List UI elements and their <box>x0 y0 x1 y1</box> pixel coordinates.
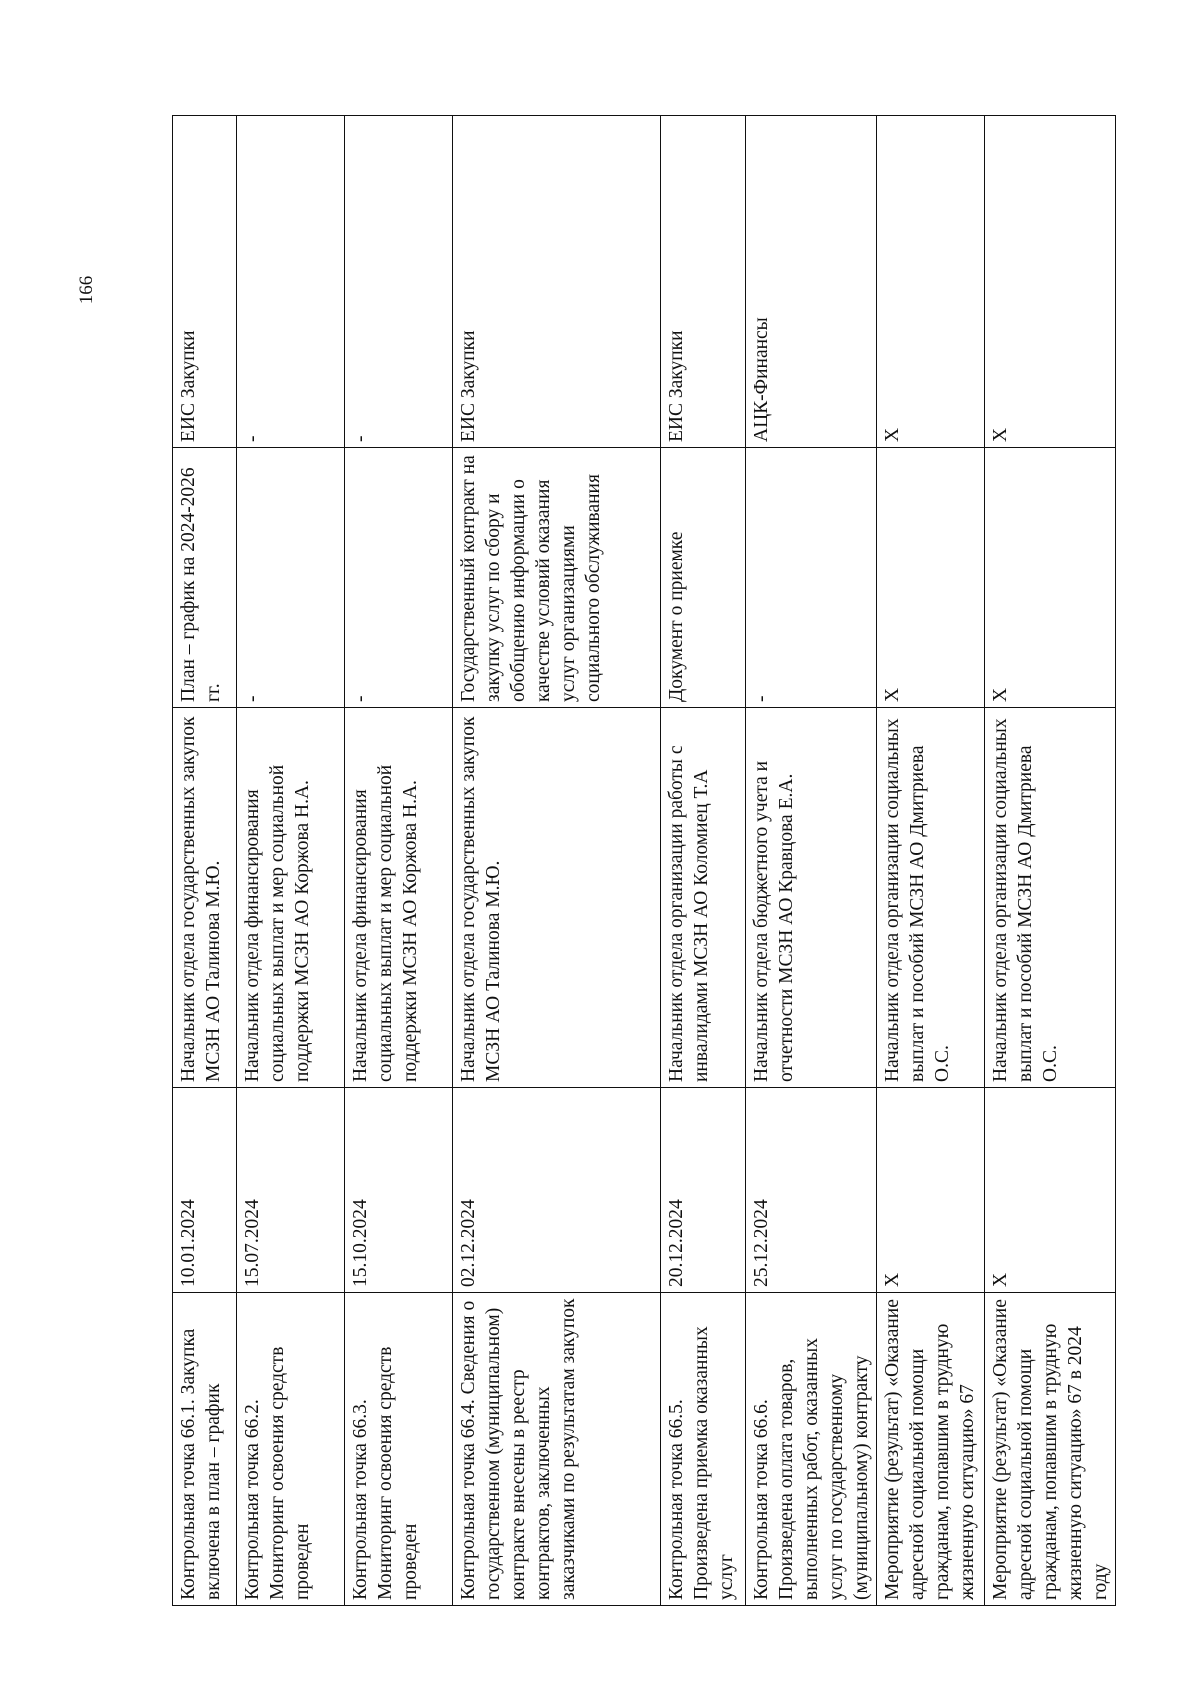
cell-event: Контрольная точка 66.2. Мониторинг освоения средств проведен <box>237 1293 345 1606</box>
cell-responsible: Начальник отдела организации работы с инвалидами МСЗН АО Коломиец Т.А <box>661 708 746 1088</box>
cell-system: ЕИС Закупки <box>173 116 237 448</box>
cell-document: - <box>237 448 345 708</box>
table-row <box>746 116 877 1606</box>
table-row <box>985 116 1116 1606</box>
page-number: 166 <box>76 275 97 305</box>
cell-date: 25.12.2024 <box>746 1088 877 1293</box>
table-row <box>345 116 453 1606</box>
cell-system: - <box>237 116 345 448</box>
cell-responsible: Начальник отдела финансирования социальных выплат и мер социальной поддержки МСЗН АО Коржова Н.А. <box>345 708 453 1088</box>
cell-date: 15.07.2024 <box>237 1088 345 1293</box>
table-row <box>237 116 345 1606</box>
cell-event: Контрольная точка 66.1. Закупка включена в план – график <box>173 1293 237 1606</box>
cell-system: - <box>345 116 453 448</box>
table-row <box>877 116 985 1606</box>
cell-responsible: Начальник отдела организации социальных выплат и пособий МСЗН АО Дмитриева О.С. <box>877 708 985 1088</box>
cell-event: Контрольная точка 66.3. Мониторинг освоения средств проведен <box>345 1293 453 1606</box>
cell-date: 15.10.2024 <box>345 1088 453 1293</box>
cell-document: X <box>877 448 985 708</box>
cell-document: План – график на 2024-2026 гг. <box>173 448 237 708</box>
cell-system: X <box>877 116 985 448</box>
cell-system: ЕИС Закупки <box>453 116 661 448</box>
cell-date: 02.12.2024 <box>453 1088 661 1293</box>
cell-document: - <box>345 448 453 708</box>
cell-document: - <box>746 448 877 708</box>
cell-date: X <box>985 1088 1116 1293</box>
cell-responsible: Начальник отдела государственных закупок МСЗН АО Талинова М.Ю. <box>173 708 237 1088</box>
control-points-table <box>172 115 1116 1606</box>
cell-document: Государственный контракт на закупку услуг по сбору и обобщению информации о качестве условий оказания услуг организациями социального обслуживания <box>453 448 661 708</box>
cell-date: X <box>877 1088 985 1293</box>
cell-system: ЕИС Закупки <box>661 116 746 448</box>
cell-system: X <box>985 116 1116 448</box>
cell-date: 10.01.2024 <box>173 1088 237 1293</box>
cell-responsible: Начальник отдела бюджетного учета и отчетности МСЗН АО Кравцова Е.А. <box>746 708 877 1088</box>
cell-document: X <box>985 448 1116 708</box>
cell-document: Документ о приемке <box>661 448 746 708</box>
cell-event: Контрольная точка 66.5. Произведена приемка оказанных услуг <box>661 1293 746 1606</box>
cell-event: Мероприятие (результат) «Оказание адресной социальной помощи гражданам, попавшим в трудную жизненную ситуацию» 67 в 2024 году <box>985 1293 1116 1606</box>
cell-system: АЦК-Финансы <box>746 116 877 448</box>
table-row <box>661 116 746 1606</box>
cell-event: Контрольная точка 66.4. Сведения о государственном (муниципальном) контракте внесены в реестр контрактов, заключенных заказчиками по результатам закупок <box>453 1293 661 1606</box>
cell-event: Мероприятие (результат) «Оказание адресной социальной помощи гражданам, попавшим в трудную жизненную ситуацию» 67 <box>877 1293 985 1606</box>
table-row <box>453 116 661 1606</box>
cell-date: 20.12.2024 <box>661 1088 746 1293</box>
cell-responsible: Начальник отдела организации социальных выплат и пособий МСЗН АО Дмитриева О.С. <box>985 708 1116 1088</box>
cell-responsible: Начальник отдела государственных закупок МСЗН АО Талинова М.Ю. <box>453 708 661 1088</box>
rotated-table-wrapper <box>172 116 1111 1606</box>
cell-event: Контрольная точка 66.6. Произведена оплата товаров, выполненных работ, оказанных услуг по государственному (муниципальному) контракту <box>746 1293 877 1606</box>
table-row <box>173 116 237 1606</box>
cell-responsible: Начальник отдела финансирования социальных выплат и мер социальной поддержки МСЗН АО Коржова Н.А. <box>237 708 345 1088</box>
